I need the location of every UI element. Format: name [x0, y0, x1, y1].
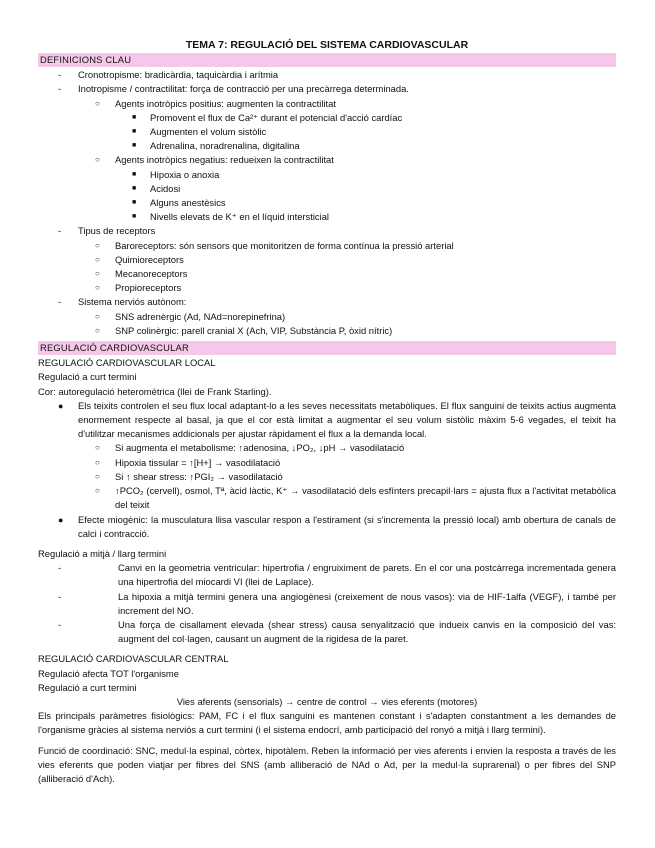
subheading-central: REGULACIÓ CARDIOVASCULAR CENTRAL [38, 653, 229, 665]
paragraph: Cor: autoregulació heteromètrica (llei de Frank Starling). [38, 385, 272, 397]
list-item: ○ Quimioreceptors [95, 253, 184, 265]
list-item: ■ Hipoxia o anoxia [132, 168, 220, 180]
list-item: ○ Agents inotròpics positius: augmenten la contractilitat [95, 97, 336, 109]
list-item: ■ Adrenalina, noradrenalina, digitalina [132, 140, 300, 152]
list-item: ● Els teixits controlen el seu flux local adaptant-lo a les seves necessitats metabòliques. El flux sanguini de teixits actius augmenta enormement respecte al basal, ja que el cor està limitat a augmentar el seu volum sistòlic màxim 5-6 vegades, el teixit ha d'utilitzar mecanismes addicionals per ajustar ràpidament el flux a la demanda local. [58, 399, 616, 440]
list-item: ○ Baroreceptors: són sensors que monitoritzen de forma contínua la pressió arterial [95, 239, 454, 251]
list-item: ○ Si ↑ shear stress: ↑PGI₂ → vasodilatació [95, 470, 283, 482]
list-item: ■ Nivells elevats de K⁺ en el líquid intersticial [132, 211, 329, 223]
subheading-llarg-termini: Regulació a mitjà / llarg termini [38, 547, 167, 559]
list-item: ○ ↑PCO₂ (cervell), osmol, Tª, àcid làctic, K⁺ → vasodilatació dels esfínters precapil·lars = ajusta flux a l'activitat metabòlica del teixit [95, 485, 616, 511]
section-heading-definicions: DEFINICIONS CLAU [38, 53, 616, 67]
subheading-curt-termini: Regulació a curt termini [38, 371, 137, 383]
list-item: ○ SNS adrenèrgic (Ad, NAd=norepinefrina) [95, 310, 286, 322]
document-page [38, 38, 616, 786]
list-item: - Tipus de receptors [58, 225, 156, 237]
list-item: ■ Promovent el flux de Ca²⁺ durant el potencial d'acció cardíac [132, 111, 403, 123]
paragraph: Regulació afecta TOT l'organisme [38, 667, 179, 679]
paragraph: Els principals paràmetres fisiològics: PAM, FC i el flux sanguini es mantenen constant i s'adapten constantment a les demandes de l'organisme gràcies al sistema nerviós a curt termini (i el sistema endocrí, amb participació del ronyó a mitjà i llarg termini). [38, 710, 616, 736]
list-item: - Sistema nerviós autònom: [58, 296, 187, 308]
list-item: ■ Augmenten el volum sistòlic [132, 126, 267, 138]
subheading-local: REGULACIÓ CARDIOVASCULAR LOCAL [38, 357, 216, 369]
list-item: - Cronotropisme: bradicàrdia, taquicàrdia i arítmia [58, 69, 279, 81]
list-item: ■ Acidosi [132, 182, 181, 194]
list-item: ○ Propioreceptors [95, 282, 182, 294]
list-item: ■ Alguns anestèsics [132, 197, 226, 209]
pathway-line: Vies aferents (sensorials) → centre de control → vies eferents (motores) [176, 695, 478, 707]
paragraph: Funció de coordinació: SNC, medul·la espinal, còrtex, hipotàlem. Reben la informació per vies aferents i envien la resposta a través de les vies eferents que poden viatjar per fibres del SNS (amb alliberació de NAd o Ad, per la medul·la suprarenal) o per fibres del SNP (alliberació d'Ach). [38, 744, 616, 784]
list-item: ○ Hipoxia tissular = ↑[H+] → vasodilatació [95, 456, 281, 468]
list-item: ● Efecte miogènic: la musculatura llisa vascular respon a l'estirament (si s'incrementa la pressió local) amb obertura de canals de calci i contracció. [58, 513, 616, 539]
page-title: TEMA 7: REGULACIÓ DEL SISTEMA CARDIOVASCULAR [185, 39, 469, 51]
list-item: - La hipoxia a mitjà termini genera una angiogènesi (creixement de nous vasos): via de HIF-1alfa (VEGF), i també per increment del NO. [58, 590, 616, 616]
list-item: ○ SNP colinèrgic: parell cranial X (Ach, VIP, Substància P, òxid nítric) [95, 324, 393, 336]
list-item: - Una força de cisallament elevada (shear stress) causa senyalització que indueix canvis en la composició del vas: augment del col·lagen, causant un augment de la rigidesa de la paret. [58, 618, 616, 645]
list-item: ○ Si augmenta el metabolisme: ↑adenosina, ↓PO₂, ↓pH → vasodilatació [95, 442, 405, 454]
subheading-curt-termini-2: Regulació a curt termini [38, 681, 137, 693]
list-item: ○ Mecanoreceptors [95, 268, 188, 280]
section-heading-regulacio: REGULACIÓ CARDIOVASCULAR [38, 341, 616, 355]
list-item: - Inotropisme / contractilitat: força de contracció per una precàrrega determinada. [58, 83, 409, 95]
list-item: - Canvi en la geometria ventricular: hipertrofia / engruiximent de parets. En el cor una postcàrrega incrementada genera una hipertrofia del miocardi VI (llei de Laplace). [58, 562, 616, 588]
list-item: ○ Agents inotròpics negatius: redueixen la contractilitat [95, 154, 334, 166]
